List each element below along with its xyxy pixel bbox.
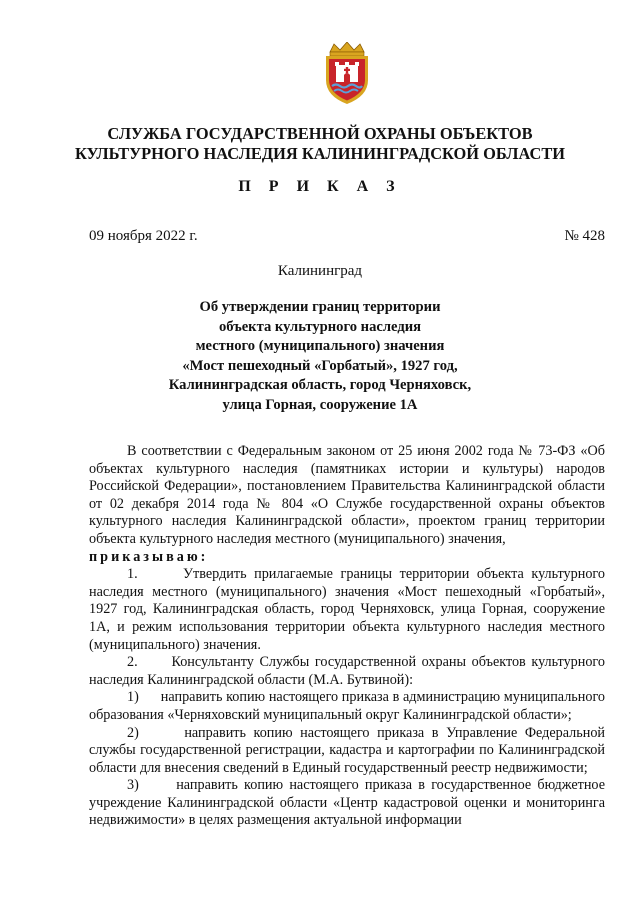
sub-list-item-number: 3) <box>127 777 139 794</box>
list-item-text: Утвердить прилагаемые границы территории объекта культурного наследия местного (муниципального) значения «Мост пешеходный «Горбатый», 1927 год, Калининградская область, город Черняховск, улица Горная, сооружение 1А, и режим использования территории объекта культурного наследия местного (муниципального) значения. <box>89 566 605 653</box>
order-subject <box>0 298 640 416</box>
order-city: Калининград <box>277 263 363 279</box>
subject-line: улица Горная, сооружение 1А <box>222 396 418 413</box>
list-item <box>89 566 605 654</box>
decree-word: приказываю: <box>89 548 209 565</box>
order-number: № 428 <box>564 228 605 244</box>
sub-list-item <box>89 689 605 724</box>
subject-line: объекта культурного наследия <box>218 318 422 335</box>
sub-list-item-number: 1) <box>127 689 139 706</box>
order-body <box>89 443 605 830</box>
sub-list-item-number: 2) <box>127 724 139 741</box>
subject-line: Калининградская область, город Черняховск, <box>168 377 472 394</box>
order-title: П Р И К А З <box>238 178 402 195</box>
sub-list-item <box>89 725 605 778</box>
organization-line-2: КУЛЬТУРНОГО НАСЛЕДИЯ КАЛИНИНГРАДСКОЙ ОБЛАСТИ <box>74 144 566 163</box>
sub-list-item <box>89 777 605 830</box>
sub-list-item-text: направить копию настоящего приказа в Управление Федеральной службы государственной регистрации, кадастра и картографии по Калининградской области для внесения сведений в Единый государственный реестр недвижимости; <box>89 724 605 776</box>
list-item <box>89 654 605 689</box>
preamble-paragraph: В соответствии с Федеральным законом от 25 июня 2002 года № 73-ФЗ «Об объектах культурного наследия (памятниках истории и культуры) народов Российской Федерации», постановлением Правительства Калининградской области от 02 декабря 2014 года № 804 «О Службе государственной охраны объектов культурного наследия Калининградской области», проектом границ территории объекта культурного наследия местного (муниципального) значения, <box>89 443 605 547</box>
sub-list-item-text: направить копию настоящего приказа в администрацию муниципального образования «Черняховский муниципальный округ Калининградской области»; <box>89 689 606 723</box>
subject-line: Об утверждении границ территории <box>199 299 441 315</box>
subject-line: «Мост пешеходный «Горбатый», 1927 год, <box>182 357 458 374</box>
order-date: 09 ноября 2022 г. <box>89 228 198 244</box>
coat-of-arms-emblem <box>320 42 374 106</box>
list-item-number: 2. <box>127 654 138 671</box>
organization-line-1: СЛУЖБА ГОСУДАРСТВЕННОЙ ОХРАНЫ ОБЪЕКТОВ <box>107 124 533 143</box>
list-item-text: Консультанту Службы государственной охраны объектов культурного наследия Калининградской области (М.А. Бутвиной): <box>89 654 605 688</box>
subject-line: местного (муниципального) значения <box>195 338 445 355</box>
list-item-number: 1. <box>127 566 138 583</box>
sub-list-item-text: направить копию настоящего приказа в государственное бюджетное учреждение Калининградской области «Центр кадастровой оценки и мониторинга недвижимости» в целях размещения актуальной информации <box>89 777 605 829</box>
organization-name <box>0 124 640 164</box>
